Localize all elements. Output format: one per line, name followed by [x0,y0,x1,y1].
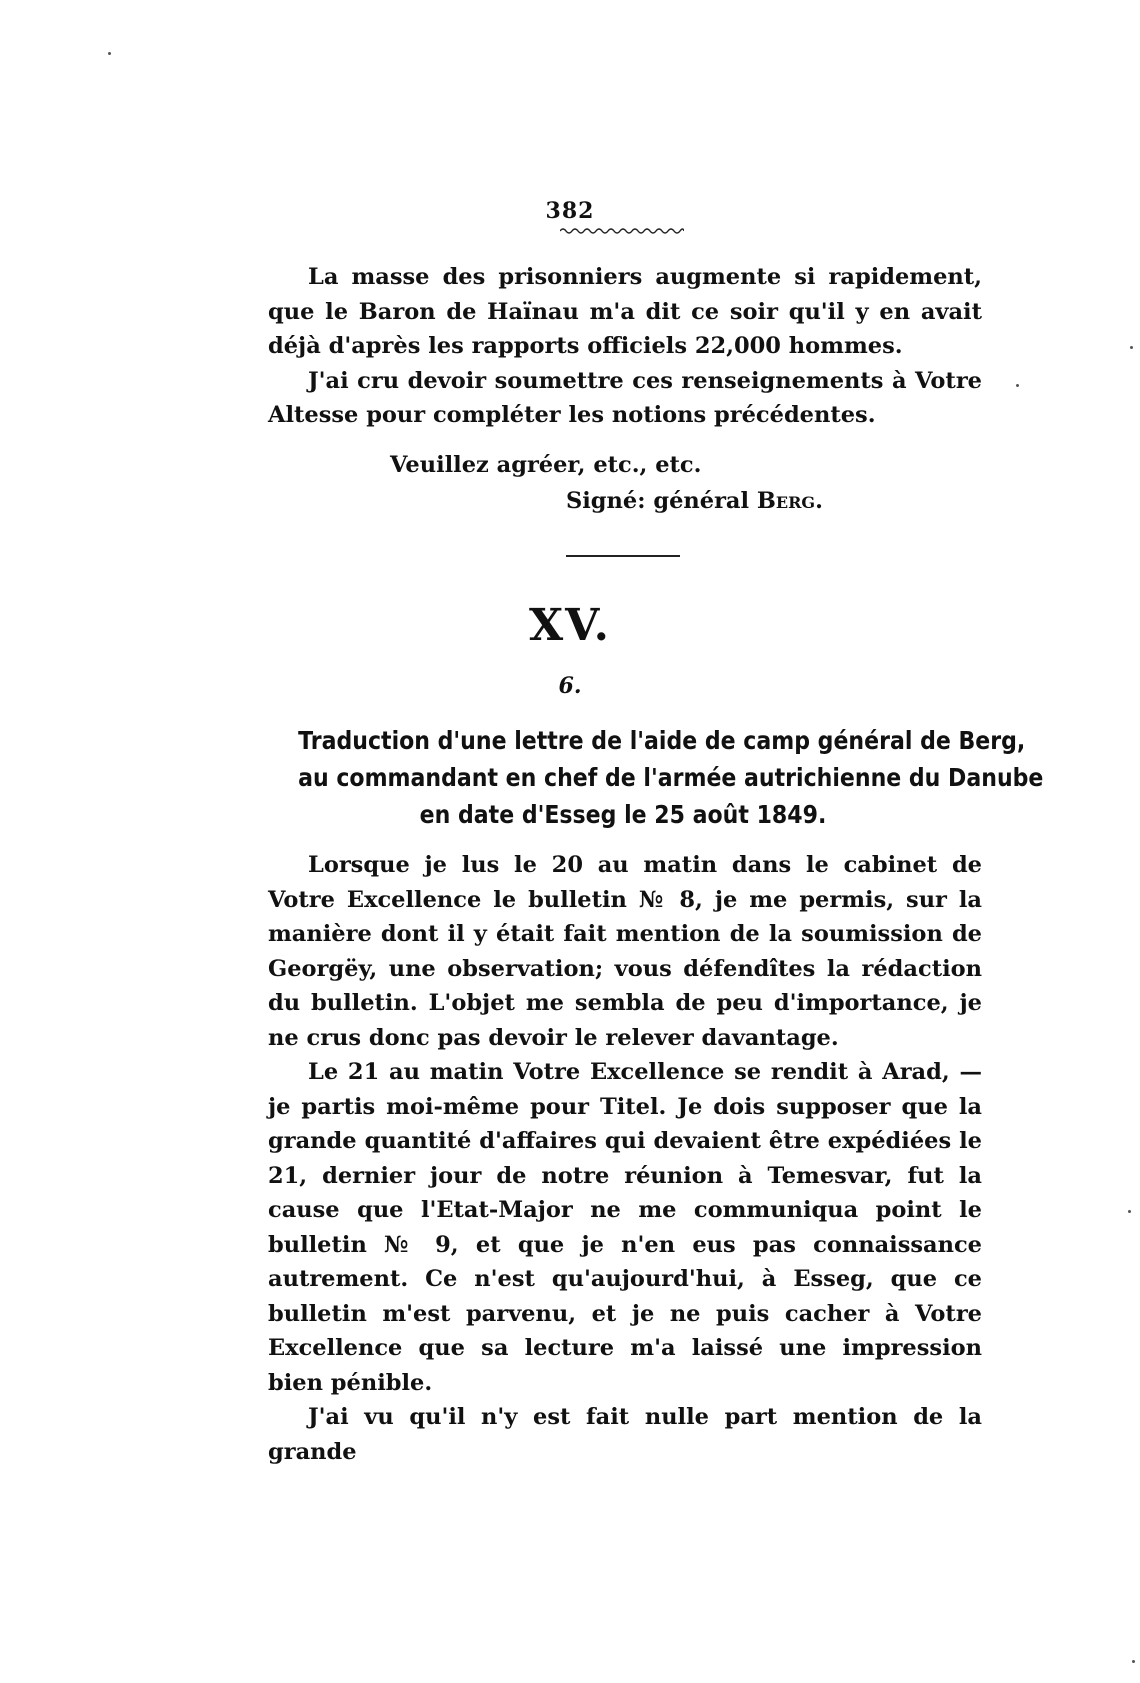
heading-line-2: au commandant en chef de l'armée autrichienne du Danube [298,763,1044,792]
page-number: 382 [545,198,595,224]
print-speck [1128,1210,1131,1213]
signature-name: Berg. [756,488,823,514]
top-text [268,260,982,433]
print-speck [108,52,111,55]
top-paragraph-2: J'ai cru devoir soumettre ces renseignements à Votre Altesse pour compléter les notions précédentes. [268,367,982,428]
body-paragraph-1: Lorsque je lus le 20 au matin dans le cabinet de Votre Excellence le bulletin № 8, je me permis, sur la manière dont il y était fait mention de la soumission de Georgëy, une observation; vous défendîtes la rédaction du bulletin. L'objet me sembla de peu d'importance, je ne crus donc pas devoir le relever davantage. [268,852,982,1051]
print-speck [1016,384,1019,387]
signature-prefix: Signé: général [566,488,750,514]
letter-body [268,848,982,1469]
print-speck [1130,346,1133,349]
print-speck [1132,1660,1135,1663]
body-paragraph-3: J'ai vu qu'il n'y est fait nulle part mention de la grande [268,1404,982,1465]
heading-line-3: en date d'Esseg le 25 août 1849. [419,800,827,829]
top-paragraph-1: La masse des prisonniers augmente si rapidement, que le Baron de Haïnau m'a dit ce soir qu'il y en avait déjà d'après les rapports officiels 22,000 hommes. [268,264,982,359]
closing-formula: Veuillez agréer, etc., etc. [390,452,702,478]
signature [566,488,823,514]
chapter-numeral: XV. [529,600,611,651]
section-rule [566,555,680,557]
letter-heading [298,722,1044,833]
chapter-sub-number: 6. [558,673,582,699]
body-paragraph-2: Le 21 au matin Votre Excellence se rendit à Arad, — je partis moi-même pour Titel. Je dois supposer que la grande quantité d'affaires qui devaient être expédiées le 21, dernier jour de notre réunion à Temesvar, fut la cause que l'Etat-Major ne me communiqua point le bulletin № 9, et que je n'en eus pas connaissance autrement. Ce n'est qu'aujourd'hui, à Esseg, que ce bulletin m'est parvenu, et je ne puis cacher à Votre Excellence que sa lecture m'a laissé une impression bien pénible. [268,1059,982,1396]
heading-line-1: Traduction d'une lettre de l'aide de camp général de Berg, [298,726,1026,755]
wavy-ornament [560,226,684,236]
